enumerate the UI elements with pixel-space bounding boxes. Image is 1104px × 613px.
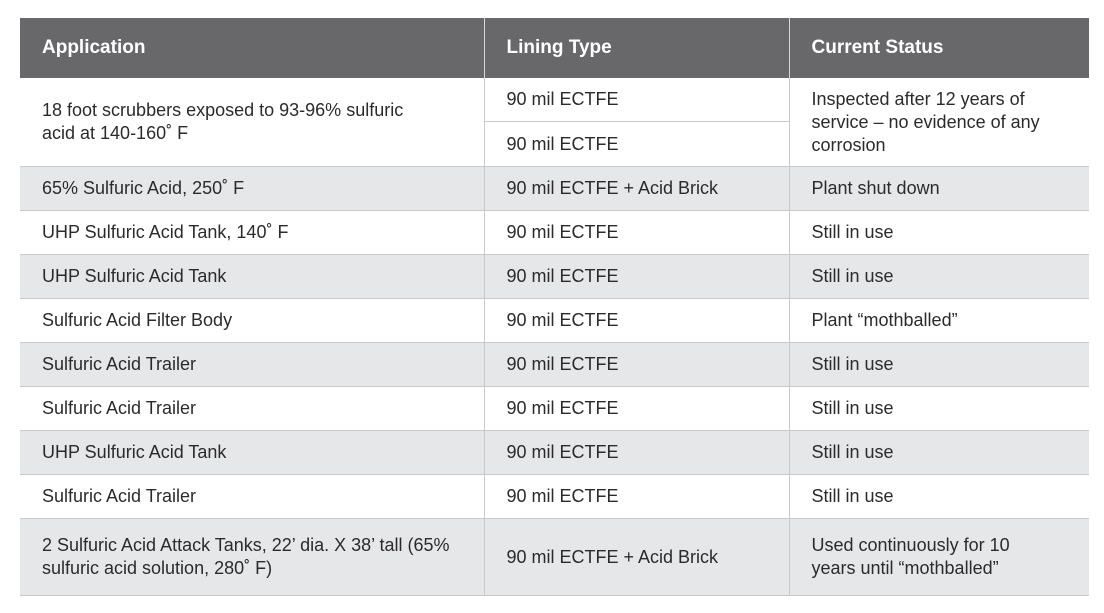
status-cell: Plant shut down [789,167,1089,211]
application-cell: Sulfuric Acid Trailer [20,343,484,387]
lining-cell: 90 mil ECTFE [485,78,789,122]
table-row [20,299,1089,343]
table-row [20,431,1089,475]
status-cell: Still in use [789,387,1089,431]
application-cell: UHP Sulfuric Acid Tank, 140˚ F [20,211,484,255]
application-cell: Sulfuric Acid Trailer [20,475,484,519]
table-row [20,519,1089,596]
lining-cell: 90 mil ECTFE [484,475,789,519]
lining-cell: 90 mil ECTFE [484,255,789,299]
application-cell: 65% Sulfuric Acid, 250˚ F [20,167,484,211]
table-row [20,78,1089,167]
status-cell: Still in use [789,255,1089,299]
status-cell: Still in use [789,343,1089,387]
status-cell [789,78,1089,167]
table-row [20,343,1089,387]
application-cell: Sulfuric Acid Trailer [20,387,484,431]
lining-cell: 90 mil ECTFE [484,299,789,343]
status-cell [789,519,1089,596]
header-lining-type: Lining Type [484,18,789,78]
lining-cell: 90 mil ECTFE [484,431,789,475]
application-text: 18 foot scrubbers exposed to 93-96% sulfuric acid at 140-160˚ F [42,100,404,143]
application-cell: UHP Sulfuric Acid Tank [20,431,484,475]
lining-cell: 90 mil ECTFE [484,211,789,255]
lining-cell: 90 mil ECTFE [506,133,619,154]
table-row [20,255,1089,299]
header-current-status: Current Status [789,18,1089,78]
status-text: Inspected after 12 years of service – no evidence of any corrosion [811,88,1040,155]
status-text: Used continuously for 10 years until “mothballed” [811,535,1010,578]
lining-cell: 90 mil ECTFE + Acid Brick [484,167,789,211]
header-row [20,18,1089,78]
application-cell: 2 Sulfuric Acid Attack Tanks, 22’ dia. X 38’ tall (65% sulfuric acid solution, 280˚ F) [20,519,484,596]
lining-cell: 90 mil ECTFE [484,387,789,431]
lining-cell-split [484,78,789,167]
table-row [20,167,1089,211]
lining-cell: 90 mil ECTFE [484,343,789,387]
table-row [20,387,1089,431]
application-cell [20,78,484,167]
status-cell: Plant “mothballed” [789,299,1089,343]
status-cell: Still in use [789,431,1089,475]
header-application: Application [20,18,484,78]
application-cell: UHP Sulfuric Acid Tank [20,255,484,299]
application-cell: Sulfuric Acid Filter Body [20,299,484,343]
lining-applications-table [20,18,1089,596]
lining-cell: 90 mil ECTFE + Acid Brick [484,519,789,596]
status-cell: Still in use [789,475,1089,519]
status-cell: Still in use [789,211,1089,255]
table-row [20,475,1089,519]
table-row [20,211,1089,255]
